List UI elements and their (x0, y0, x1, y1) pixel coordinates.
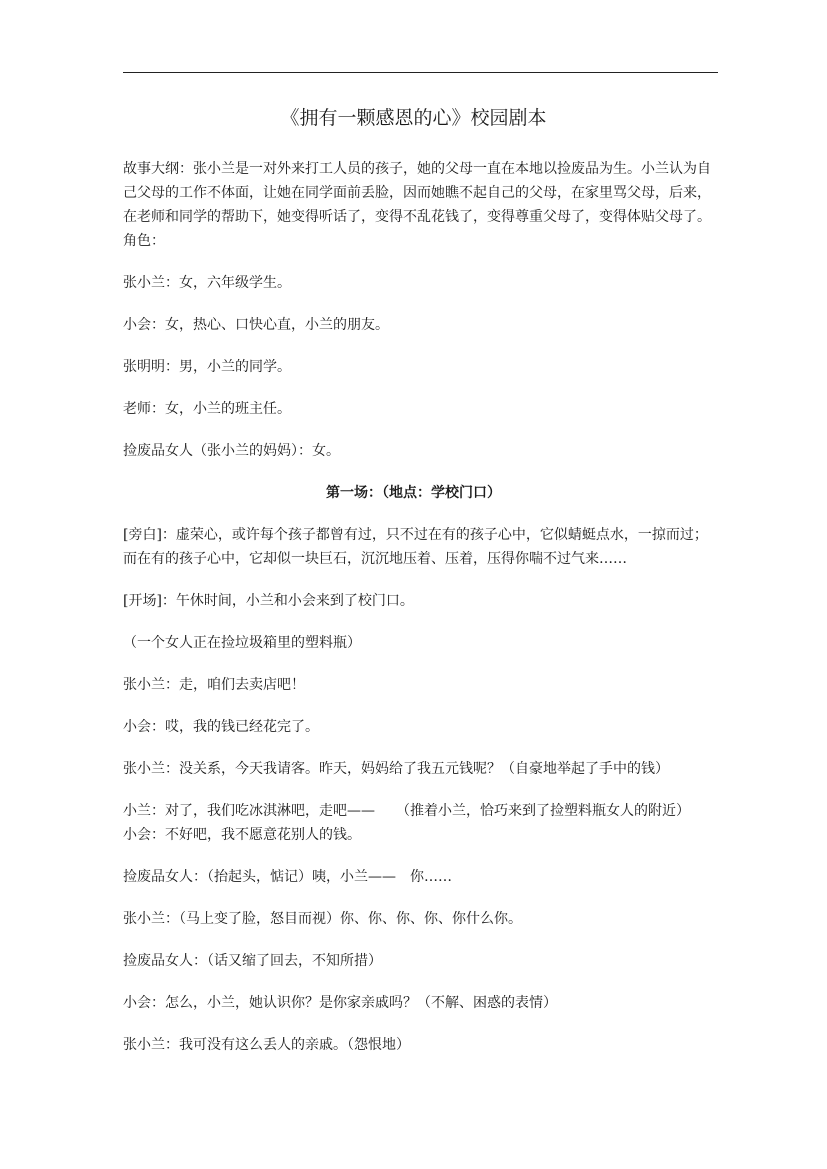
synopsis-paragraph: 故事大纲：张小兰是一对外来打工人员的孩子，她的父母一直在本地以捡废品为生。小兰认为自己父母的工作不体面，让她在同学面前丢脸，因而她瞧不起自己的父母，在家里骂父母，后来，在老师和同学的帮助下，她变得听话了，变得不乱花钱了，变得尊重父母了，变得体贴父母了。 角色： (123, 161, 716, 249)
role-line: 张小兰：女，六年级学生。 (123, 275, 291, 291)
script-line: 张小兰：没关系，今天我请客。昨天，妈妈给了我五元钱呢？（自豪地举起了手中的钱） (123, 761, 669, 777)
role-line: 小会：女，热心、口快心直，小兰的朋友。 (123, 317, 389, 333)
scene-heading: 第一场：（地点：学校门口） (326, 485, 501, 501)
role-line: 老师：女，小兰的班主任。 (123, 401, 291, 417)
script-line: 小兰：对了，我们吃冰淇淋吧，走吧—— （推着小兰，恰巧来到了捡塑料瓶女人的附近） (123, 803, 690, 819)
script-line: 小会：不好吧，我不愿意花别人的钱。 (123, 827, 361, 843)
role-line: 张明明：男，小兰的同学。 (123, 359, 291, 375)
narration-paragraph: [旁白]：虚荣心，或许每个孩子都曾有过，只不过在有的孩子心中，它似蜻蜓点水，一掠而过；而在有的孩子心中，它却似一块巨石，沉沉地压着、压着，压得你喘不过气来…… (123, 527, 708, 567)
role-line: 捡废品女人（张小兰的妈妈）：女。 (123, 443, 340, 459)
script-line: （一个女人正在捡垃圾箱里的塑料瓶） (123, 635, 361, 651)
header-rule (123, 72, 718, 73)
script-line: 小会：怎么，小兰，她认识你？是你家亲戚吗？（不解、困惑的表情） (123, 995, 557, 1011)
document-title: 《拥有一颗感恩的心》校园剧本 (280, 107, 547, 129)
script-line: 张小兰：走，咱们去卖店吧！ (123, 677, 305, 693)
script-line: 捡废品女人：（抬起头，惦记）咦，小兰—— 你…… (123, 869, 452, 885)
opening-line: [开场]：午休时间，小兰和小会来到了校门口。 (123, 593, 414, 609)
script-line: 捡废品女人：（话又缩了回去，不知所措） (123, 953, 382, 969)
script-line: 小会：哎，我的钱已经花完了。 (123, 719, 319, 735)
script-line: 张小兰：（马上变了脸，怒目而视）你、你、你、你、你什么你。 (123, 911, 522, 927)
script-line: 张小兰：我可没有这么丢人的亲戚。（怨恨地） (123, 1037, 410, 1053)
